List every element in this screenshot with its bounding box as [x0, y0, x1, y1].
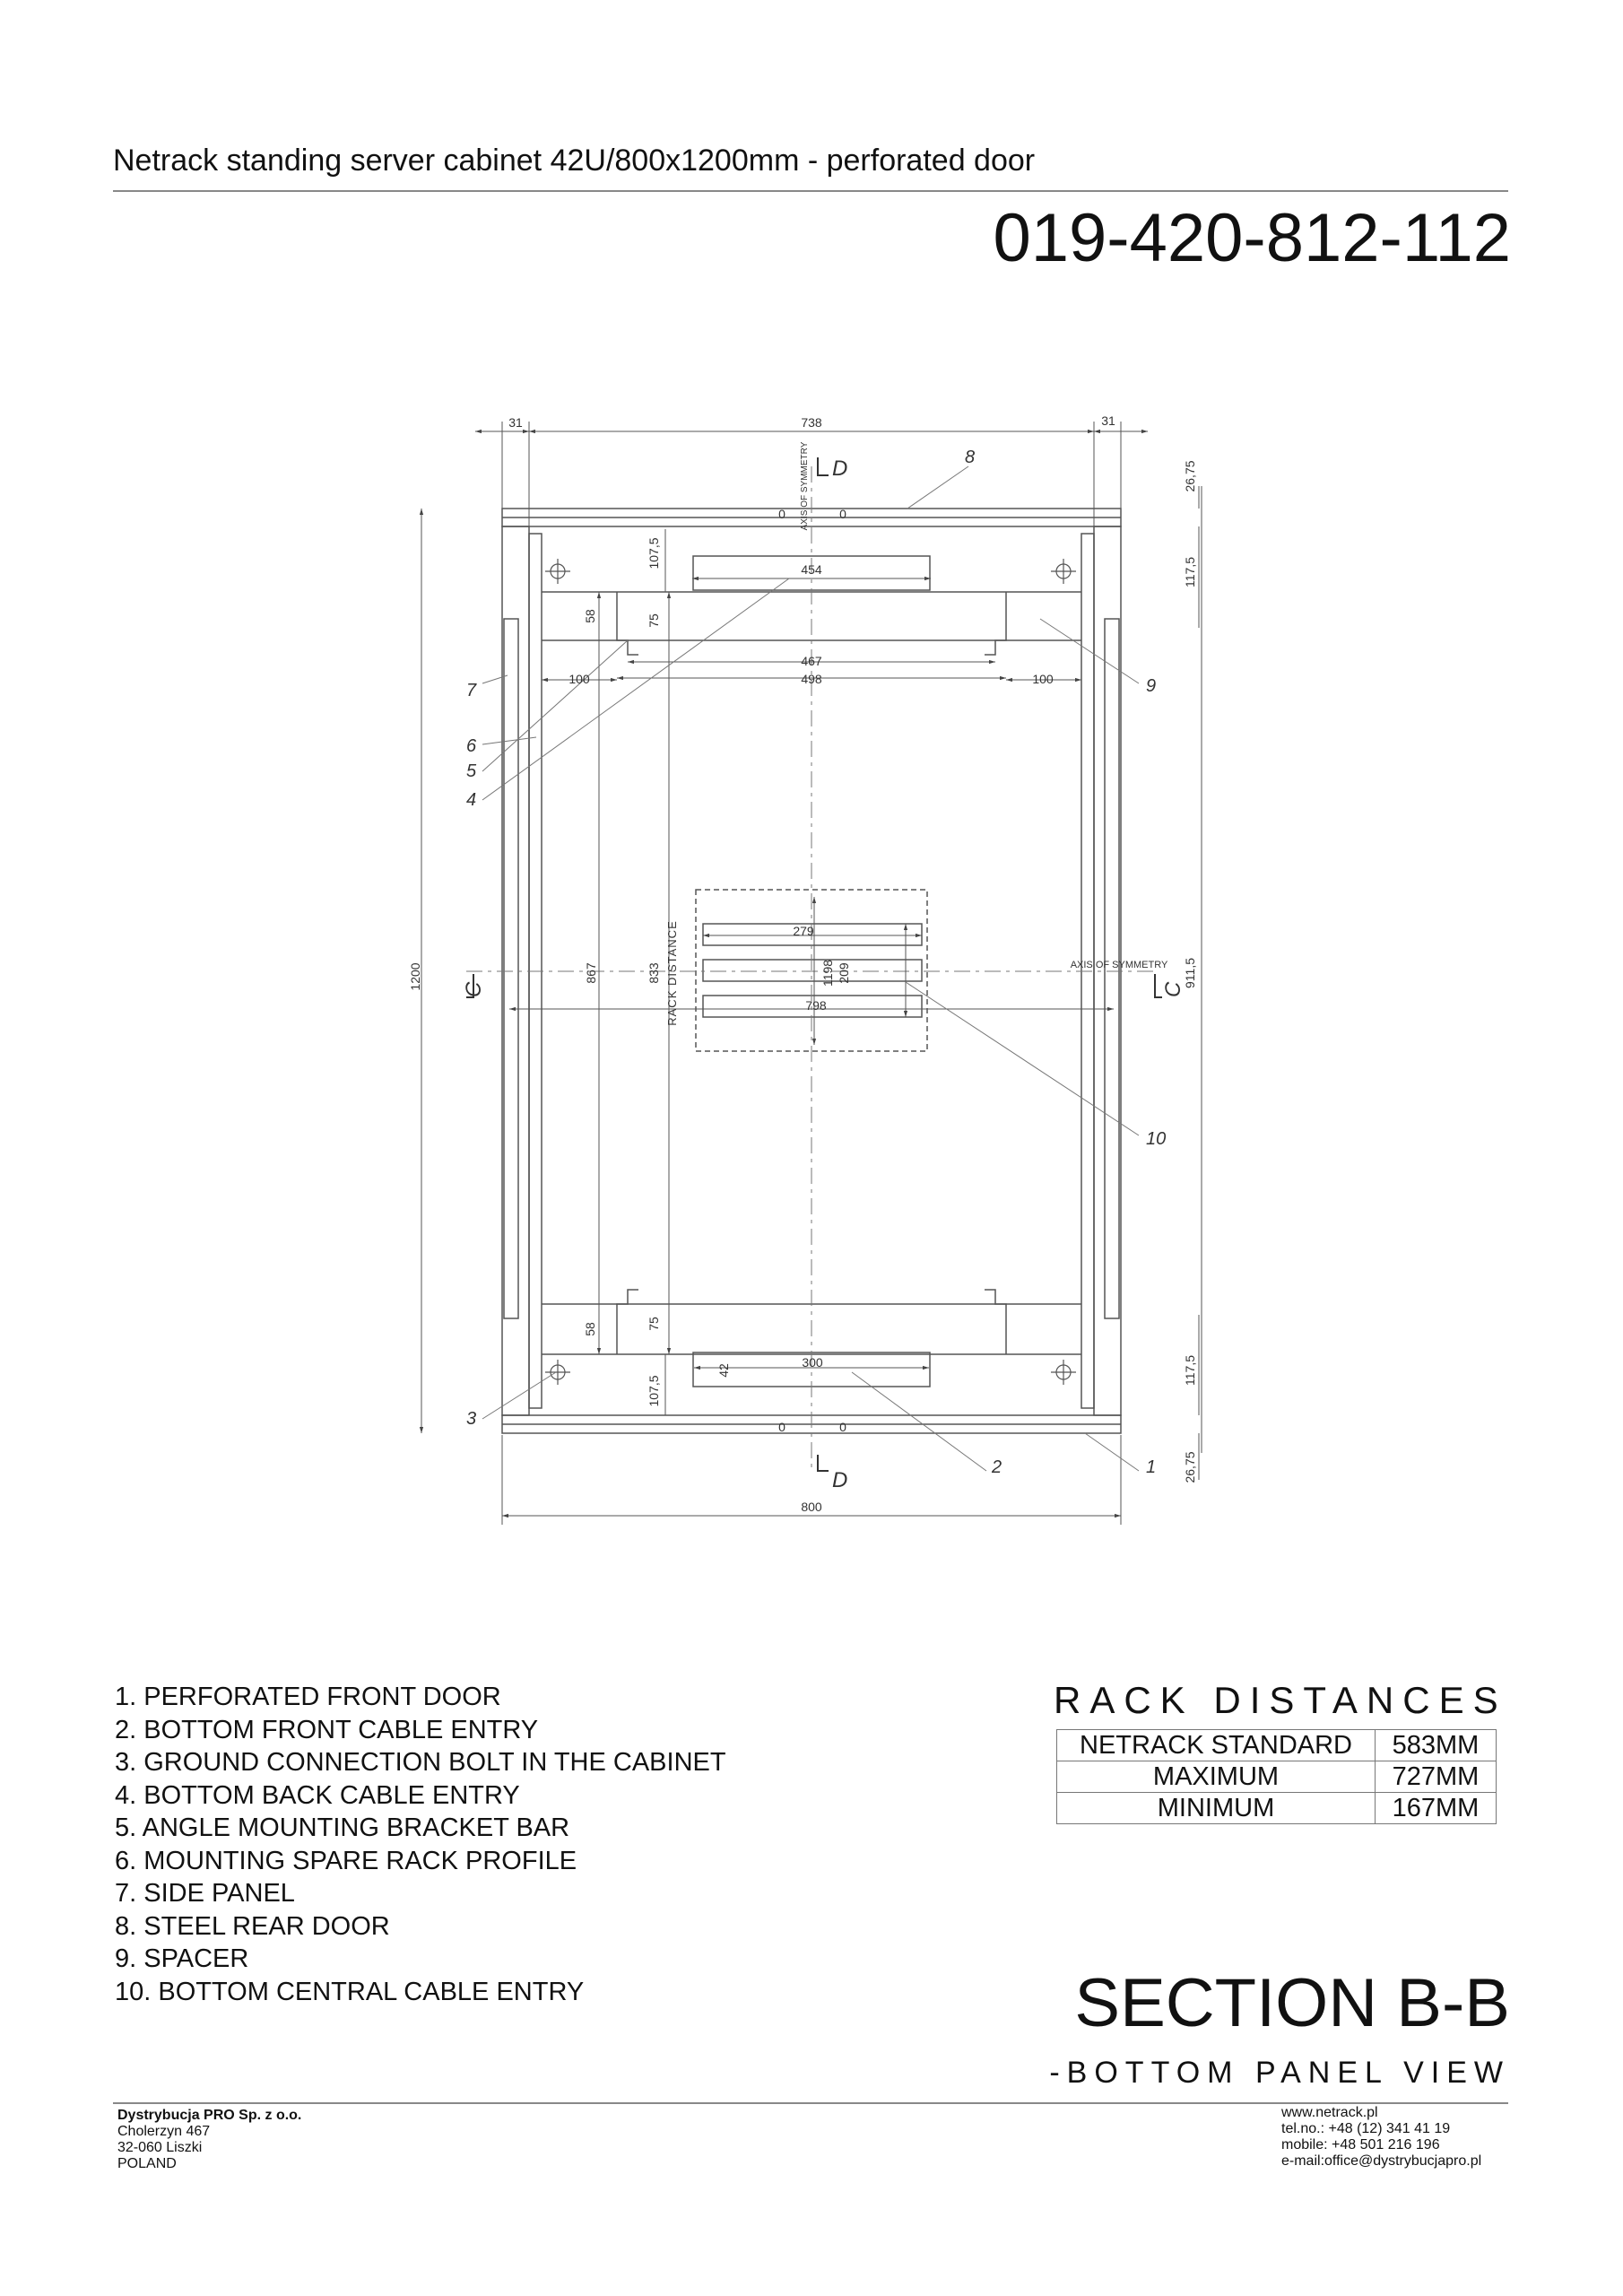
legend-item: 10. BOTTOM CENTRAL CABLE ENTRY	[115, 1977, 585, 2006]
section-c-right: C	[1161, 981, 1185, 997]
table-row	[1057, 1761, 1497, 1793]
dim-26-75-bottom: 26,75	[1183, 1451, 1197, 1483]
table-cell-label: MAXIMUM	[1057, 1761, 1376, 1793]
legend-item: 7. SIDE PANEL	[115, 1879, 295, 1908]
table-cell-label: MINIMUM	[1057, 1793, 1376, 1824]
legend-item: 6. MOUNTING SPARE RACK PROFILE	[115, 1846, 577, 1875]
table-cell-value: 167MM	[1376, 1793, 1497, 1824]
legend-item: 5. ANGLE MOUNTING BRACKET BAR	[115, 1813, 570, 1842]
callout-5: 5	[466, 761, 477, 781]
address-line: POLAND	[117, 2156, 177, 2171]
dim-867: 867	[584, 962, 598, 984]
parts-legend	[115, 1681, 726, 2008]
contact-info	[1281, 2105, 1481, 2170]
axis-label-vertical: AXIS OF SYMMETRY	[800, 441, 810, 531]
section-title: SECTION B-B	[1074, 1965, 1510, 2041]
dim-798: 798	[805, 998, 827, 1013]
dim-300: 300	[802, 1355, 823, 1370]
mobile-line: mobile: +48 501 216 196	[1281, 2137, 1440, 2152]
callout-8: 8	[965, 448, 976, 467]
callout-3: 3	[466, 1409, 477, 1429]
document-title: Netrack standing server cabinet 42U/800x1200mm - perforated door	[113, 144, 1036, 178]
symmetry-axes	[466, 466, 1157, 1471]
dim-107-5-top: 107,5	[647, 537, 661, 570]
part-number: 019-420-812-112	[993, 200, 1511, 276]
website-link[interactable]: www.netrack.pl	[1281, 2105, 1378, 2120]
legend-item: 9. SPACER	[115, 1944, 249, 1973]
address-line: 32-060 Liszki	[117, 2140, 203, 2155]
zero-bottom: 0	[778, 1420, 785, 1434]
leader-lines	[482, 466, 1139, 1471]
callout-10: 10	[1146, 1129, 1167, 1149]
dim-1198: 1198	[820, 959, 835, 987]
dim-454: 454	[801, 562, 822, 577]
legend-item: 8. STEEL REAR DOOR	[115, 1911, 390, 1941]
callout-numbers	[466, 448, 1166, 1477]
table-cell-value: 583MM	[1376, 1730, 1497, 1761]
callout-6: 6	[466, 736, 477, 756]
section-d-bottom: D	[832, 1468, 848, 1492]
legend-item: 1. PERFORATED FRONT DOOR	[115, 1683, 501, 1711]
callout-9: 9	[1146, 676, 1157, 696]
dim-209: 209	[837, 962, 851, 984]
section-subtitle: -BOTTOM PANEL VIEW	[1049, 2056, 1510, 2090]
company-name: Dystrybucja PRO Sp. z o.o.	[117, 2108, 302, 2123]
callout-2: 2	[992, 1457, 1002, 1477]
dim-117-5-bottom: 117,5	[1183, 1355, 1197, 1386]
dim-833: 833	[647, 962, 661, 984]
dim-107-5-bottom: 107,5	[647, 1375, 661, 1407]
section-d-top: D	[832, 457, 848, 481]
dim-58-bottom: 58	[583, 1322, 597, 1336]
zero-top: 0	[778, 507, 785, 521]
table-row	[1057, 1730, 1497, 1761]
dim-42: 42	[716, 1363, 731, 1378]
table-cell-label: NETRACK STANDARD	[1057, 1730, 1376, 1761]
callout-4: 4	[466, 790, 477, 810]
axis-label-horizontal: AXIS OF SYMMETRY	[1070, 960, 1168, 970]
table-row	[1057, 1793, 1497, 1824]
dim-75-bottom: 75	[647, 1317, 661, 1331]
company-info	[117, 2108, 301, 2172]
address-line: Cholerzyn 467	[117, 2124, 211, 2139]
dim-117-5-top: 117,5	[1183, 557, 1197, 587]
email-link[interactable]: e-mail:office@dystrybucjapro.pl	[1281, 2153, 1482, 2169]
dim-279: 279	[793, 924, 814, 938]
dim-31-right: 31	[1101, 413, 1115, 428]
legend-item: 2. BOTTOM FRONT CABLE ENTRY	[115, 1715, 539, 1744]
rack-distances-table	[1056, 1729, 1497, 1824]
dim-738: 738	[801, 415, 822, 430]
callout-7: 7	[466, 681, 477, 700]
dim-800: 800	[801, 1500, 822, 1514]
footer-divider	[113, 2102, 1508, 2104]
dim-31-left: 31	[508, 415, 523, 430]
callout-1: 1	[1146, 1457, 1157, 1477]
rack-distance-label: RACK DISTANCE	[665, 920, 679, 1026]
zero-bottom-right: 0	[839, 1420, 846, 1434]
dim-100-right: 100	[1032, 672, 1054, 686]
dim-58-top: 58	[583, 609, 597, 623]
dim-911-5: 911,5	[1183, 958, 1197, 988]
table-cell-value: 727MM	[1376, 1761, 1497, 1793]
legend-item: 3. GROUND CONNECTION BOLT IN THE CABINET	[115, 1748, 726, 1777]
dim-467: 467	[801, 654, 822, 668]
dim-26-75-top: 26,75	[1183, 460, 1197, 492]
phone-line: tel.no.: +48 (12) 341 41 19	[1281, 2121, 1451, 2136]
dim-498: 498	[801, 672, 822, 686]
section-c-left: C	[462, 981, 486, 997]
rack-distances-title: RACK DISTANCES	[1054, 1679, 1507, 1721]
zero-top-right: 0	[839, 507, 846, 521]
legend-item: 4. BOTTOM BACK CABLE ENTRY	[115, 1780, 520, 1810]
dim-75-top: 75	[647, 613, 661, 628]
dim-1200: 1200	[408, 962, 422, 991]
dim-100-left: 100	[568, 672, 590, 686]
